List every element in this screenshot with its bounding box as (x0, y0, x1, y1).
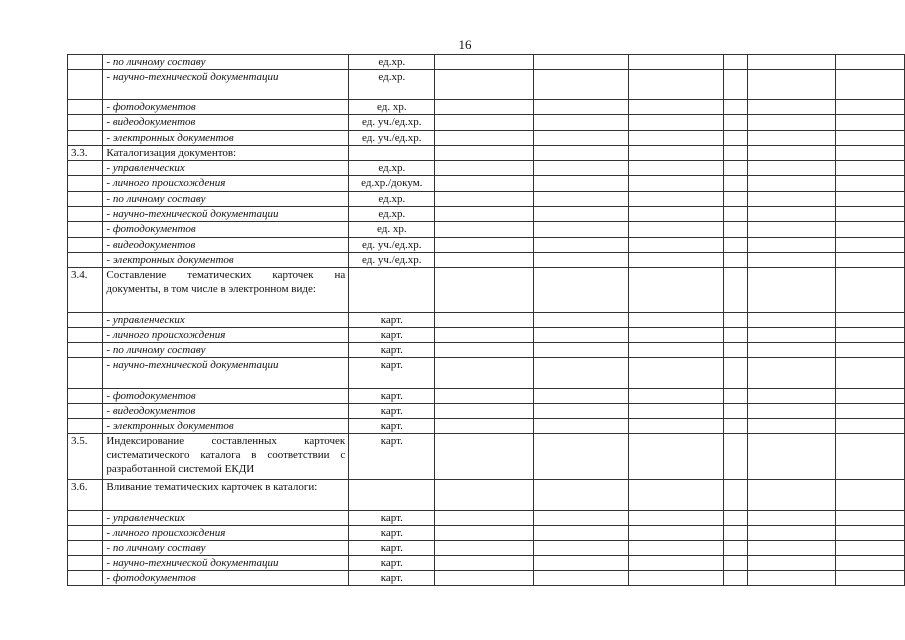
empty-cell (835, 328, 904, 343)
row-description: - научно-технической документации (103, 556, 349, 571)
empty-cell (628, 328, 723, 343)
empty-cell (534, 419, 629, 434)
empty-cell (835, 358, 904, 389)
empty-cell (723, 419, 747, 434)
row-unit: ед. хр. (349, 222, 435, 238)
row-unit: карт. (349, 404, 435, 419)
empty-cell (747, 55, 835, 70)
empty-cell (628, 115, 723, 131)
row-description: Индексирование составленных карточек систематического каталога в соответствии с разработанной системой ЕКДИ (103, 434, 349, 480)
empty-cell (628, 222, 723, 238)
empty-cell (435, 541, 534, 556)
empty-cell (628, 176, 723, 192)
row-number (68, 207, 103, 222)
empty-cell (723, 268, 747, 313)
empty-cell (835, 556, 904, 571)
row-number (68, 526, 103, 541)
empty-cell (628, 100, 723, 115)
empty-cell (723, 358, 747, 389)
table-row (68, 404, 905, 419)
empty-cell (723, 328, 747, 343)
row-unit: карт. (349, 556, 435, 571)
empty-cell (723, 389, 747, 404)
empty-cell (835, 253, 904, 268)
empty-cell (534, 404, 629, 419)
empty-cell (835, 115, 904, 131)
empty-cell (628, 131, 723, 146)
empty-cell (628, 192, 723, 207)
empty-cell (835, 343, 904, 358)
row-number (68, 419, 103, 434)
empty-cell (534, 511, 629, 526)
table-row (68, 419, 905, 434)
empty-cell (534, 161, 629, 176)
empty-cell (534, 55, 629, 70)
row-description: - научно-технической документации (103, 358, 349, 389)
empty-cell (435, 268, 534, 313)
empty-cell (723, 115, 747, 131)
empty-cell (835, 419, 904, 434)
table-row (68, 526, 905, 541)
empty-cell (747, 389, 835, 404)
empty-cell (628, 313, 723, 328)
empty-cell (435, 511, 534, 526)
empty-cell (747, 480, 835, 511)
row-number: 3.3. (68, 146, 103, 161)
empty-cell (723, 238, 747, 253)
empty-cell (435, 434, 534, 480)
empty-cell (534, 434, 629, 480)
empty-cell (628, 358, 723, 389)
empty-cell (723, 556, 747, 571)
empty-cell (435, 115, 534, 131)
empty-cell (628, 541, 723, 556)
empty-cell (747, 571, 835, 586)
empty-cell (723, 253, 747, 268)
row-description: - электронных документов (103, 253, 349, 268)
empty-cell (723, 480, 747, 511)
row-unit: карт. (349, 526, 435, 541)
row-unit: карт. (349, 343, 435, 358)
empty-cell (835, 238, 904, 253)
empty-cell (534, 556, 629, 571)
row-description: Каталогизация документов: (103, 146, 349, 161)
empty-cell (835, 434, 904, 480)
empty-cell (534, 268, 629, 313)
row-description: - научно-технической документации (103, 70, 349, 100)
row-number (68, 238, 103, 253)
empty-cell (835, 70, 904, 100)
row-unit (349, 480, 435, 511)
row-number (68, 343, 103, 358)
empty-cell (747, 404, 835, 419)
empty-cell (835, 268, 904, 313)
table-row (68, 434, 905, 480)
empty-cell (747, 115, 835, 131)
empty-cell (534, 343, 629, 358)
row-description: - управленческих (103, 313, 349, 328)
empty-cell (747, 222, 835, 238)
row-description: Составление тематических карточек на документы, в том числе в электронном виде: (103, 268, 349, 313)
row-unit: карт. (349, 419, 435, 434)
empty-cell (628, 419, 723, 434)
row-description: - видеодокументов (103, 404, 349, 419)
empty-cell (835, 404, 904, 419)
empty-cell (835, 526, 904, 541)
empty-cell (628, 434, 723, 480)
empty-cell (747, 358, 835, 389)
empty-cell (747, 328, 835, 343)
empty-cell (628, 146, 723, 161)
empty-cell (534, 115, 629, 131)
empty-cell (628, 253, 723, 268)
row-number (68, 192, 103, 207)
row-number (68, 253, 103, 268)
empty-cell (435, 176, 534, 192)
row-number (68, 176, 103, 192)
empty-cell (747, 253, 835, 268)
empty-cell (835, 313, 904, 328)
table-row (68, 222, 905, 238)
row-number (68, 404, 103, 419)
empty-cell (534, 328, 629, 343)
empty-cell (723, 100, 747, 115)
empty-cell (435, 222, 534, 238)
empty-cell (534, 131, 629, 146)
empty-cell (534, 541, 629, 556)
empty-cell (747, 541, 835, 556)
row-number (68, 556, 103, 571)
empty-cell (723, 161, 747, 176)
row-unit (349, 146, 435, 161)
row-description: - по личному составу (103, 55, 349, 70)
row-number (68, 115, 103, 131)
row-number (68, 358, 103, 389)
table-row (68, 161, 905, 176)
row-description: - управленческих (103, 161, 349, 176)
row-description: - фотодокументов (103, 389, 349, 404)
empty-cell (534, 571, 629, 586)
empty-cell (435, 238, 534, 253)
row-description: - фотодокументов (103, 100, 349, 115)
empty-cell (628, 207, 723, 222)
empty-cell (835, 161, 904, 176)
empty-cell (747, 511, 835, 526)
table-row (68, 100, 905, 115)
empty-cell (835, 222, 904, 238)
table-row (68, 55, 905, 70)
empty-cell (723, 207, 747, 222)
empty-cell (628, 70, 723, 100)
empty-cell (723, 55, 747, 70)
empty-cell (723, 434, 747, 480)
row-description: - по личному составу (103, 192, 349, 207)
table-row (68, 358, 905, 389)
empty-cell (534, 222, 629, 238)
empty-cell (435, 207, 534, 222)
empty-cell (534, 389, 629, 404)
empty-cell (435, 389, 534, 404)
empty-cell (435, 404, 534, 419)
table-row (68, 328, 905, 343)
empty-cell (747, 100, 835, 115)
empty-cell (835, 100, 904, 115)
empty-cell (747, 176, 835, 192)
table-body (68, 55, 905, 586)
row-description: - фотодокументов (103, 571, 349, 586)
empty-cell (435, 571, 534, 586)
empty-cell (747, 146, 835, 161)
empty-cell (435, 161, 534, 176)
row-unit: ед.хр. (349, 55, 435, 70)
row-unit: карт. (349, 358, 435, 389)
empty-cell (628, 556, 723, 571)
row-unit: карт. (349, 434, 435, 480)
empty-cell (747, 131, 835, 146)
empty-cell (628, 511, 723, 526)
empty-cell (723, 176, 747, 192)
empty-cell (435, 146, 534, 161)
row-description: - управленческих (103, 511, 349, 526)
row-description: - личного происхождения (103, 328, 349, 343)
empty-cell (835, 511, 904, 526)
row-description: - фотодокументов (103, 222, 349, 238)
table-row (68, 192, 905, 207)
empty-cell (835, 146, 904, 161)
empty-cell (534, 192, 629, 207)
row-unit: ед. уч./ед.хр. (349, 238, 435, 253)
empty-cell (435, 313, 534, 328)
empty-cell (435, 419, 534, 434)
empty-cell (435, 131, 534, 146)
empty-cell (723, 571, 747, 586)
table-row (68, 146, 905, 161)
empty-cell (835, 571, 904, 586)
row-description: - электронных документов (103, 419, 349, 434)
row-unit (349, 268, 435, 313)
empty-cell (534, 253, 629, 268)
row-description: Вливание тематических карточек в каталоги: (103, 480, 349, 511)
row-description: - электронных документов (103, 131, 349, 146)
row-description: - видеодокументов (103, 238, 349, 253)
empty-cell (747, 434, 835, 480)
empty-cell (435, 556, 534, 571)
table-row (68, 556, 905, 571)
empty-cell (534, 70, 629, 100)
empty-cell (723, 511, 747, 526)
row-number (68, 571, 103, 586)
empty-cell (435, 192, 534, 207)
table-row (68, 131, 905, 146)
row-unit: карт. (349, 511, 435, 526)
empty-cell (534, 313, 629, 328)
empty-cell (534, 480, 629, 511)
empty-cell (628, 480, 723, 511)
row-unit: ед.хр. (349, 192, 435, 207)
row-number (68, 389, 103, 404)
table-row (68, 571, 905, 586)
row-unit: ед. уч./ед.хр. (349, 131, 435, 146)
row-description: - видеодокументов (103, 115, 349, 131)
empty-cell (747, 70, 835, 100)
empty-cell (723, 131, 747, 146)
empty-cell (435, 70, 534, 100)
empty-cell (747, 526, 835, 541)
empty-cell (747, 419, 835, 434)
empty-cell (747, 207, 835, 222)
row-unit: ед.хр. (349, 161, 435, 176)
table-row (68, 389, 905, 404)
empty-cell (723, 222, 747, 238)
empty-cell (435, 526, 534, 541)
row-description: - по личному составу (103, 541, 349, 556)
empty-cell (435, 480, 534, 511)
empty-cell (628, 526, 723, 541)
table-row (68, 313, 905, 328)
table-row (68, 238, 905, 253)
row-unit: ед.хр./докум. (349, 176, 435, 192)
table-row (68, 541, 905, 556)
row-number: 3.5. (68, 434, 103, 480)
empty-cell (723, 541, 747, 556)
row-number (68, 222, 103, 238)
table-row (68, 511, 905, 526)
empty-cell (628, 55, 723, 70)
empty-cell (835, 541, 904, 556)
empty-cell (534, 176, 629, 192)
empty-cell (628, 404, 723, 419)
row-number (68, 313, 103, 328)
empty-cell (534, 238, 629, 253)
empty-cell (835, 389, 904, 404)
empty-cell (747, 343, 835, 358)
table-row (68, 70, 905, 100)
row-number (68, 161, 103, 176)
empty-cell (835, 480, 904, 511)
empty-cell (835, 131, 904, 146)
empty-cell (723, 343, 747, 358)
empty-cell (723, 146, 747, 161)
empty-cell (723, 313, 747, 328)
row-unit: карт. (349, 541, 435, 556)
row-unit: ед. уч./ед.хр. (349, 115, 435, 131)
row-number (68, 328, 103, 343)
empty-cell (435, 253, 534, 268)
row-description: - по личному составу (103, 343, 349, 358)
row-description: - личного происхождения (103, 176, 349, 192)
table-row (68, 253, 905, 268)
row-unit: ед.хр. (349, 70, 435, 100)
empty-cell (835, 207, 904, 222)
empty-cell (835, 176, 904, 192)
row-description: - научно-технической документации (103, 207, 349, 222)
table-row (68, 207, 905, 222)
empty-cell (628, 238, 723, 253)
empty-cell (628, 161, 723, 176)
table-row (68, 176, 905, 192)
empty-cell (747, 556, 835, 571)
row-description: - личного происхождения (103, 526, 349, 541)
table-row (68, 343, 905, 358)
table-row (68, 268, 905, 313)
row-number (68, 100, 103, 115)
row-number (68, 541, 103, 556)
empty-cell (534, 358, 629, 389)
empty-cell (723, 404, 747, 419)
empty-cell (723, 526, 747, 541)
empty-cell (435, 358, 534, 389)
empty-cell (628, 571, 723, 586)
empty-cell (435, 328, 534, 343)
empty-cell (747, 268, 835, 313)
row-number: 3.6. (68, 480, 103, 511)
row-unit: ед. хр. (349, 100, 435, 115)
empty-cell (723, 192, 747, 207)
empty-cell (747, 161, 835, 176)
row-unit: карт. (349, 571, 435, 586)
row-unit: ед. уч./ед.хр. (349, 253, 435, 268)
row-unit: ед.хр. (349, 207, 435, 222)
row-unit: карт. (349, 328, 435, 343)
row-unit: карт. (349, 313, 435, 328)
empty-cell (628, 343, 723, 358)
empty-cell (835, 55, 904, 70)
empty-cell (628, 268, 723, 313)
empty-cell (534, 526, 629, 541)
work-plan-table (67, 54, 905, 586)
empty-cell (435, 100, 534, 115)
table-row (68, 115, 905, 131)
empty-cell (747, 238, 835, 253)
empty-cell (747, 192, 835, 207)
empty-cell (835, 192, 904, 207)
empty-cell (534, 100, 629, 115)
empty-cell (435, 55, 534, 70)
row-number (68, 511, 103, 526)
row-number (68, 131, 103, 146)
row-number (68, 55, 103, 70)
empty-cell (723, 70, 747, 100)
empty-cell (534, 146, 629, 161)
table-row (68, 480, 905, 511)
empty-cell (628, 389, 723, 404)
empty-cell (435, 343, 534, 358)
row-unit: карт. (349, 389, 435, 404)
row-number (68, 70, 103, 100)
empty-cell (534, 207, 629, 222)
empty-cell (747, 313, 835, 328)
page-number: 16 (458, 37, 472, 52)
row-number: 3.4. (68, 268, 103, 313)
